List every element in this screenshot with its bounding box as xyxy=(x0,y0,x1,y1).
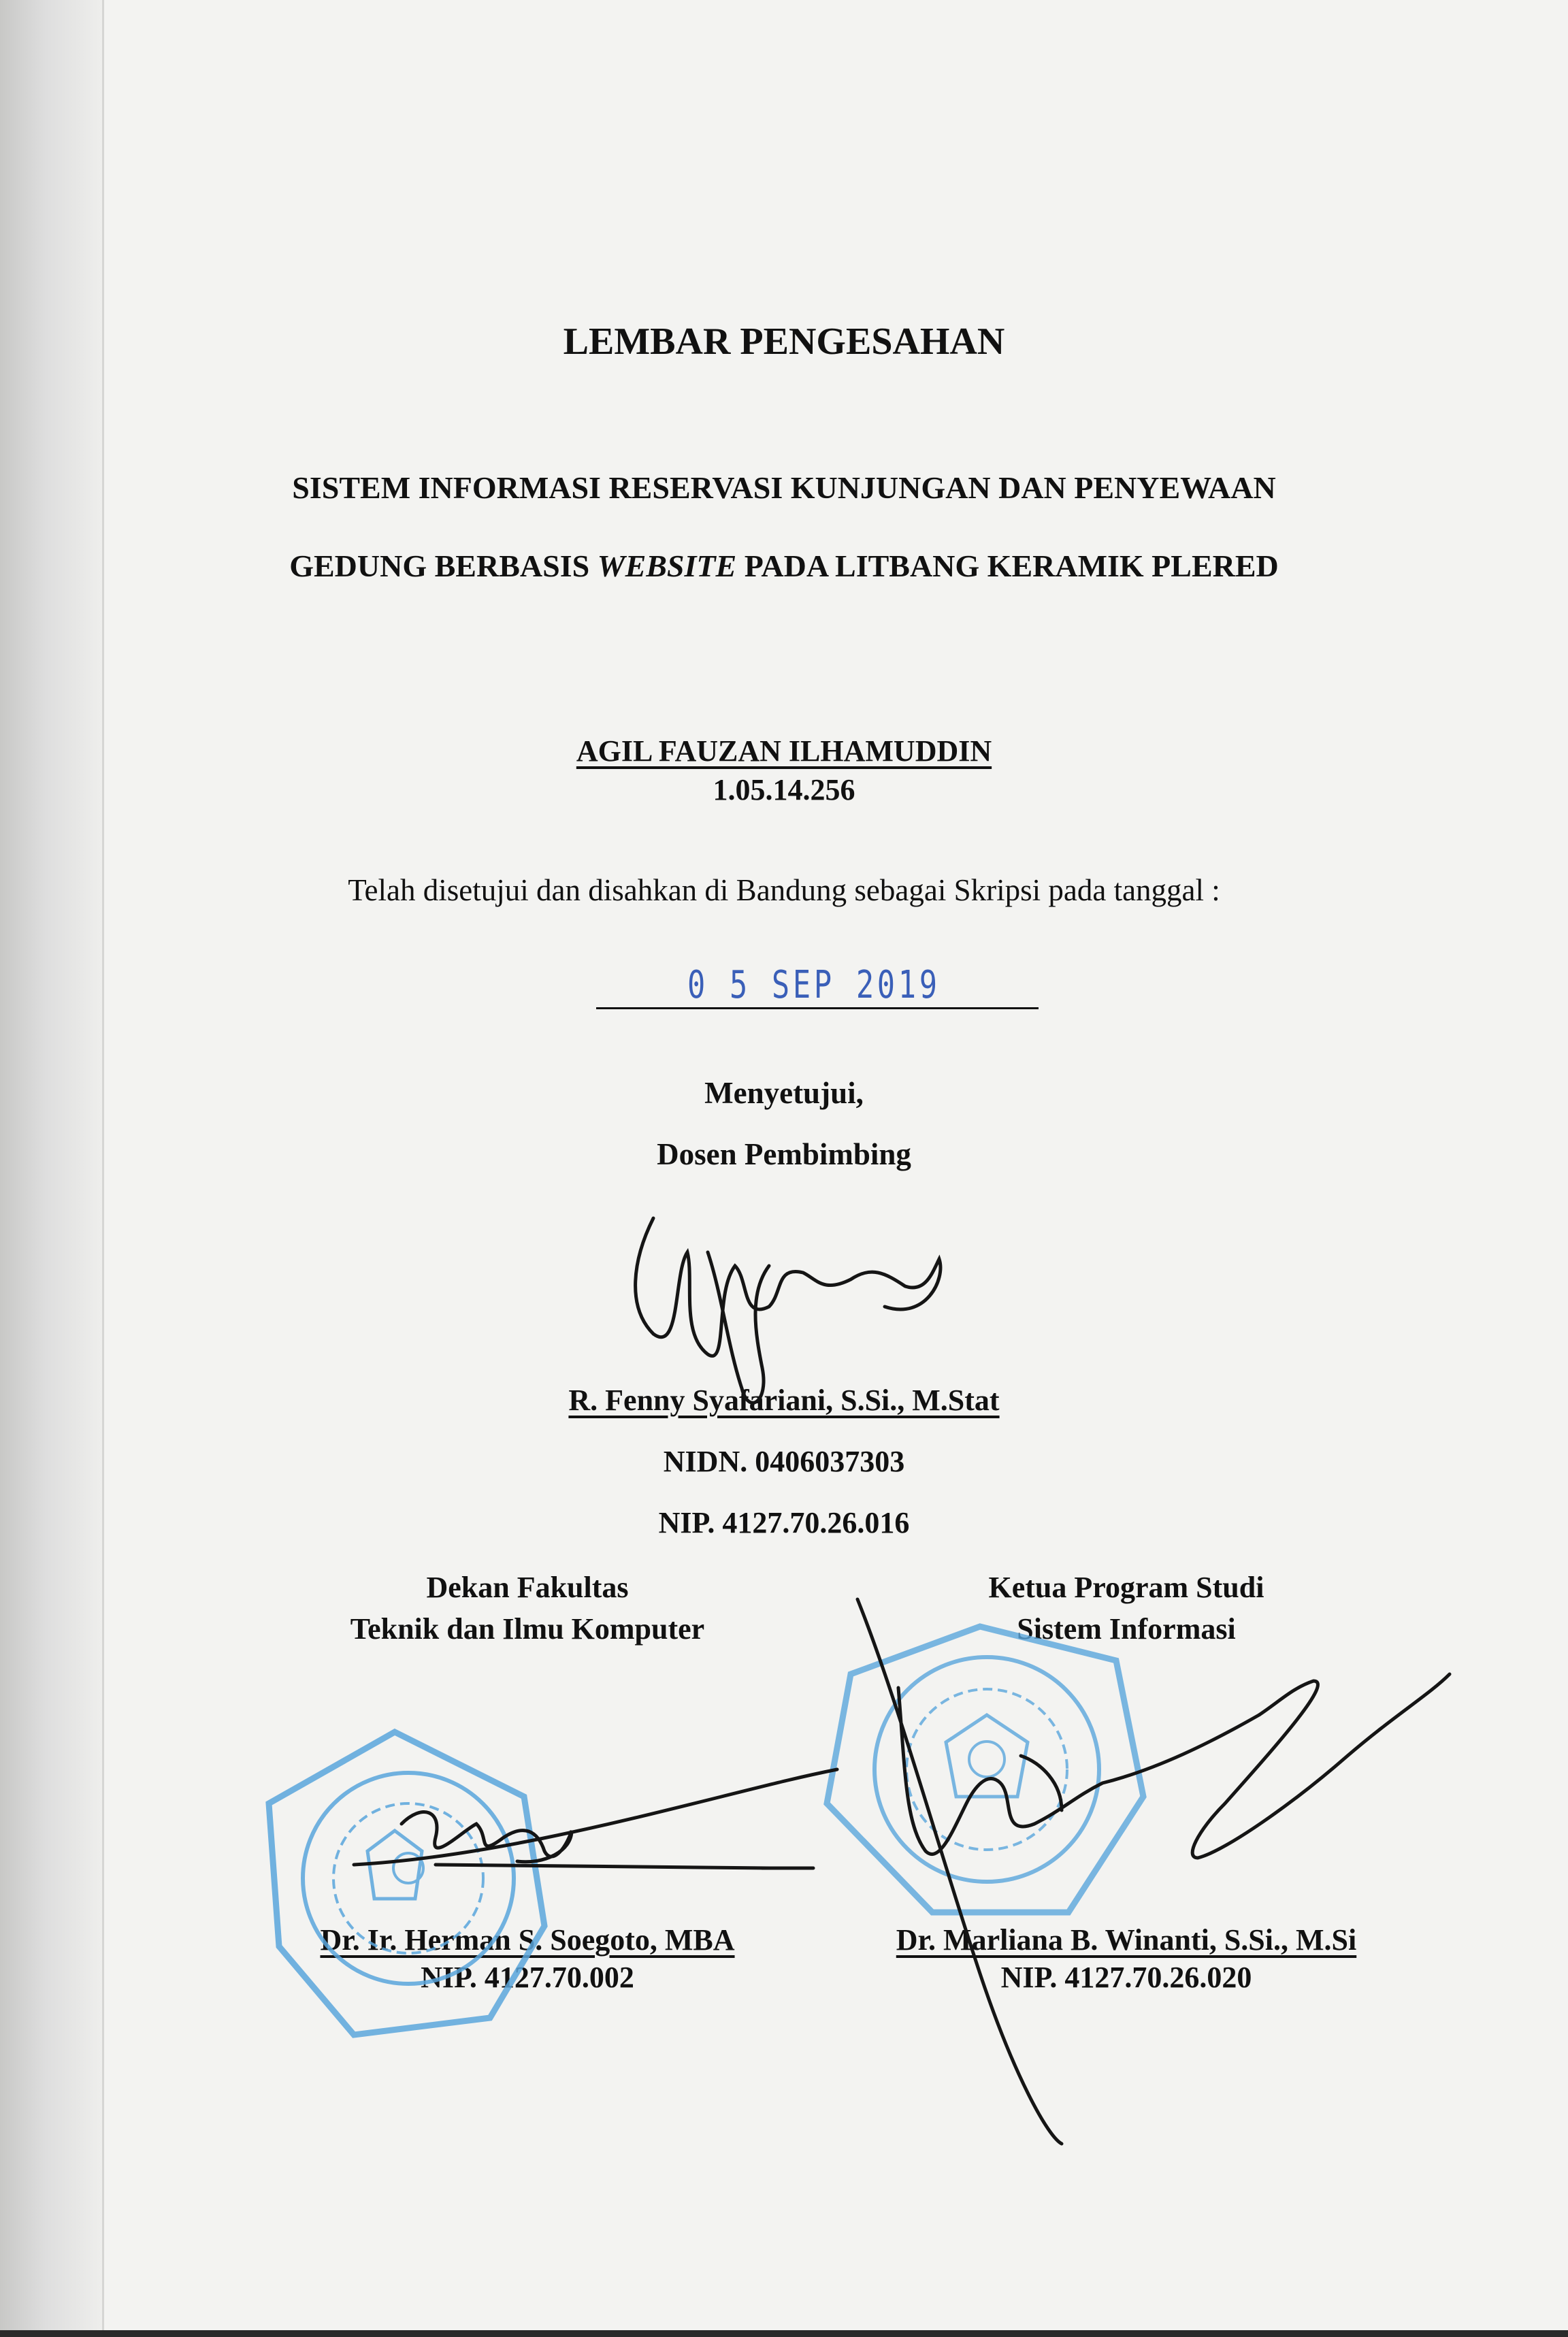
program-stamp xyxy=(827,1627,1143,1912)
approval-statement: Telah disetujui dan disahkan di Bandung sebagai Skripsi pada tanggal : xyxy=(348,873,1220,907)
page-bottom-edge xyxy=(0,2330,1568,2337)
advisor-role: Dosen Pembimbing xyxy=(657,1137,911,1171)
page-title: LEMBAR PENGESAHAN xyxy=(563,321,1005,363)
date-line xyxy=(596,1007,1039,1009)
dean-signature-underline xyxy=(436,1865,769,1868)
thesis-title-line-2-start: GEDUNG BERBASIS xyxy=(289,549,598,583)
thesis-title-italic-word: WEBSITE xyxy=(597,549,737,583)
head-name: Dr. Marliana B. Winanti, S.Si., M.Si xyxy=(896,1923,1357,1957)
thesis-title-line-1: SISTEM INFORMASI RESERVASI KUNJUNGAN DAN PENYEWAAN xyxy=(292,470,1276,505)
dean-nip: NIP. 4127.70.002 xyxy=(421,1961,634,1994)
advisor-nidn: NIDN. 0406037303 xyxy=(663,1445,905,1478)
author-name: AGIL FAUZAN ILHAMUDDIN xyxy=(576,734,992,768)
dean-name: Dr. Ir. Herman S. Soegoto, MBA xyxy=(320,1923,735,1957)
dean-signature xyxy=(402,1812,572,1862)
approval-date-stamp: 0 5 SEP 2019 xyxy=(687,963,941,1007)
dean-role-line-2: Teknik dan Ilmu Komputer xyxy=(350,1612,705,1646)
head-role-line-2: Sistem Informasi xyxy=(1017,1612,1236,1646)
head-nip: NIP. 4127.70.26.020 xyxy=(1000,1961,1252,1994)
advisor-signature-loop xyxy=(708,1252,769,1403)
advisor-name: R. Fenny Syafariani, S.Si., M.Stat xyxy=(568,1384,1000,1417)
head-role-line-1: Ketua Program Studi xyxy=(988,1571,1264,1604)
thesis-title-line-2 xyxy=(0,548,1568,584)
advisor-nip: NIP. 4127.70.26.016 xyxy=(658,1506,910,1539)
advisor-signature xyxy=(636,1218,941,1356)
dean-role-line-1: Dekan Fakultas xyxy=(426,1571,629,1604)
thesis-title-line-2-end: PADA LITBANG KERAMIK PLERED xyxy=(736,549,1279,583)
author-nim: 1.05.14.256 xyxy=(713,773,855,806)
approved-by-label: Menyetujui, xyxy=(704,1076,864,1110)
head-signature xyxy=(858,1599,1450,2144)
head-signature-mark xyxy=(1021,1756,1062,1810)
dean-signature-stroke xyxy=(354,1769,837,1868)
